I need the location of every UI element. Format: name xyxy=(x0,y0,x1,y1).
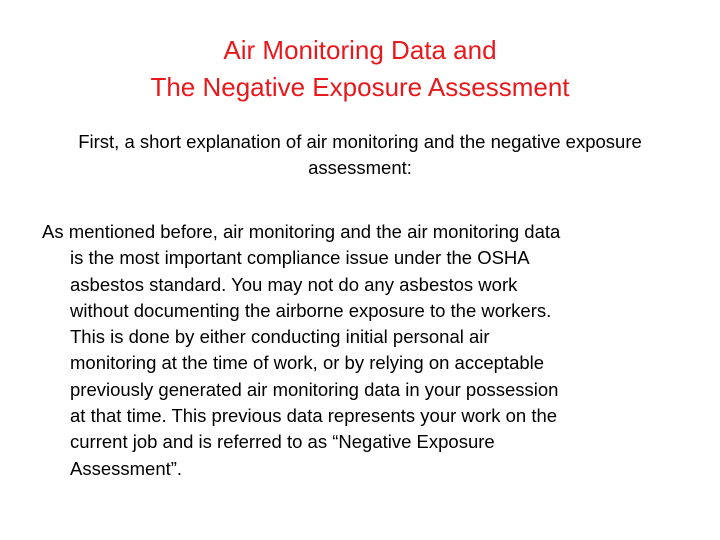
body-line: asbestos standard. You may not do any asbestos work xyxy=(70,273,518,295)
body-line: As mentioned before, air monitoring and the air monitoring data xyxy=(42,221,561,242)
body-line: previously generated air monitoring data in your possession xyxy=(70,378,559,400)
slide-title-line: The Negative Exposure Assessment xyxy=(150,72,570,102)
body-line: Assessment”. xyxy=(70,457,183,479)
body-line: without documenting the airborne exposure to the workers. xyxy=(70,299,552,321)
body-line: is the most important compliance issue under the OSHA xyxy=(70,247,530,269)
body-line: monitoring at the time of work, or by relying on acceptable xyxy=(70,352,545,374)
slide-title-line: Air Monitoring Data and xyxy=(223,35,497,65)
body-line: This is done by either conducting initial personal air xyxy=(70,326,490,348)
intro-paragraph: First, a short explanation of air monitoring and the negative exposure assessment: xyxy=(78,131,642,178)
body-line: current job and is referred to as “Negative Exposure xyxy=(70,431,495,453)
body-paragraph xyxy=(42,219,690,482)
slide-title xyxy=(0,32,720,106)
body-line: at that time. This previous data represents your work on the xyxy=(70,405,558,427)
